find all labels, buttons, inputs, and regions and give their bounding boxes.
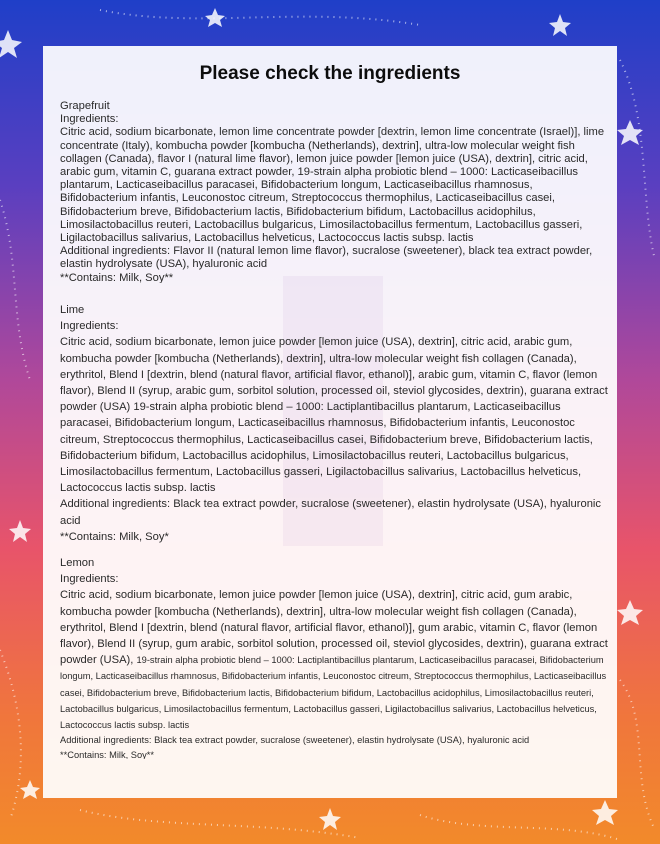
lime-ingredients: Citric acid, sodium bicarbonate, lemon juice powder [lemon juice (USA), dextrin], citric acid, arabic gum, kombucha powder [kombucha (Netherlands), dextrin], ultra-low molecular weight fish collagen (Canada), erythritol, Blend I [dextrin, blend (natural flavor, artificial flavor, ethanol)], arabic gum, vitamin C, flavor (lemon flavor), Blend II (syrup, arabic gum, sorbitol solution, processed oil, steviol glycosides, dextrin), guarana extract powder (USA) 19-strain alpha probiotic blend – 1000: Lactiplantibacillus plantarum, Lacticaseibacillus paracasei, Bifidobacterium longum, Lacticaseibacillus rhamnosus, Bifidobacterium infantis, Leuconostoc citreum, Streptococcus thermophilus, Lacticaseibacillus casei, Bifidobacterium breve, Bifidobacterium lactis, Bifidobacterium bifidum, Lactobacillus acidophilus, Limosilactobacillus reuteri, Lactobacillus bulgaricus, Limosilactobacillus fermentum, Lactobacillus gasseri, Ligilactobacillus salivarius, Lactobacillus helveticus, Lactococcus lactis subsp. lactis [60,336,608,495]
grapefruit-title: Grapefruit [60,100,110,112]
lemon-title: Lemon [60,557,95,569]
lemon-contains: **Contains: Milk, Soy** [60,749,155,759]
lemon-ingredients-small: 19-strain alpha probiotic blend – 1000: Lactiplantibacillus plantarum, Lacticaseibacillus paracasei, Bifidobacterium longum, Lacticaseibacillus rhamnosus, Bifidobacterium infantis, Leuconostoc citreum, Streptococcus thermophilus, Lacticaseibacillus casei, Bifidobacterium breve, Bifidobacterium lactis, Bifidobacterium bifidum, Lactobacillus acidophilus, Limosilactobacillus reuteri, Lactobacillus bulgaricus, Limosilactobacillus fermentum, Lactobacillus gasseri, Ligilactobacillus salivarius, Lactobacillus helveticus, Lactococcus lactis subsp. lactis [60,655,607,731]
grapefruit-ingredients-label: Ingredients: [60,113,119,126]
grapefruit-section [60,100,608,283]
lemon-ingredients-main: Citric acid, sodium bicarbonate, lemon juice powder [lemon juice (USA), dextrin], citric acid, gum arabic, kombucha powder [kombucha (Netherlands), dextrin], ultra-low molecular weight fish collagen (Canada), erythritol, Blend I [dextrin, blend (natural flavor, artificial flavor, ethanol)], gum arabic, vitamin C, flavor (lemon flavor), Blend II (syrup, gum arabic, sorbitol solution, processed oil, steviol glycosides, dextrin), guarana extract powder (USA), [60,589,608,667]
lemon-ingredients [60,587,608,733]
grapefruit-additional: Additional ingredients: Flavor II (natural lemon lime flavor), sucralose (sweetener), black tea extract powder, elastin hydrolysate (USA), hyaluronic acid [60,245,593,271]
lime-additional: Additional ingredients: Black tea extract powder, sucralose (sweetener), elastin hydrolysate (USA), hyaluronic acid [60,498,601,527]
lemon-ingredients-label: Ingredients: [60,573,119,586]
lime-section [60,302,608,545]
grapefruit-contains: **Contains: Milk, Soy** [60,271,174,283]
lemon-section [60,555,608,759]
page-title: Please check the ingredients [199,63,461,84]
ingredients-card [43,46,617,798]
lime-title: Lime [60,304,85,316]
lime-contains: **Contains: Milk, Soy* [60,530,169,543]
grapefruit-ingredients: Citric acid, sodium bicarbonate, lemon lime concentrate powder [dextrin, lemon lime concentrate (Israel)], lime concentrate (Italy), kombucha powder [kombucha (Netherlands), dextrin], ultra-low molecular weight fish collagen (Canada), flavor I (natural lime flavor), lemon juice powder [lemon juice (USA), dextrin], citric acid, arabic gum, vitamin C, guarana extract powder, 19-strain alpha probiotic blend – 1000: Lacticaseibacillus plantarum, Lacticaseibacillus paracasei, Bifidobacterium longum, Lacticaseibacillus rhamnosus, Bifidobacterium infantis, Leuconostoc citreum, Streptococcus thermophilus, Lacticaseibacillus casei, Bifidobacterium breve, Bifidobacterium lactis, Bifidobacterium bifidum, Lactobacillus acidophilus, Limosilactobacillus reuteri, Lactobacillus bulgaricus, Limosilactobacillus fermentum, Lactobacillus gasseri, Ligilactobacillus salivarius, Lactobacillus helveticus, Lactococcus lactis subsp. lactis [60,126,605,245]
lemon-additional: Additional ingredients: Black tea extract powder, sucralose (sweetener), elastin hydrolysate (USA), hyaluronic acid [60,735,530,746]
lime-ingredients-label: Ingredients: [60,320,119,333]
